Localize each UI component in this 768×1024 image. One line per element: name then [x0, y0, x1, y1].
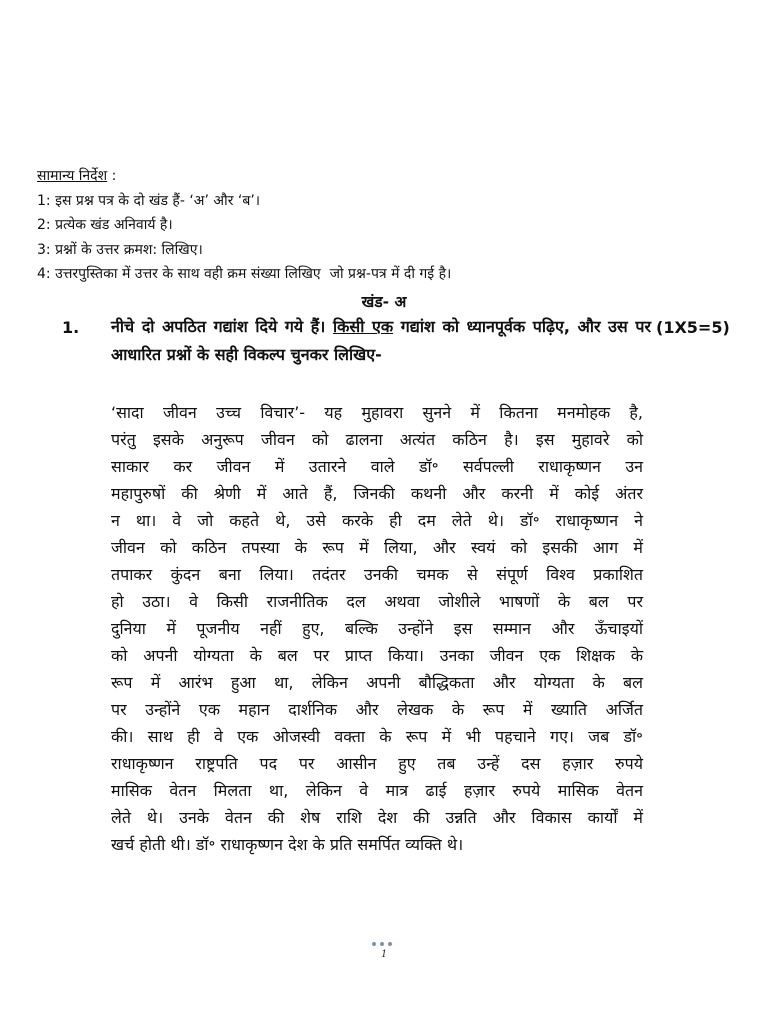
instructions-heading-text: सामान्य निर्देश	[37, 168, 108, 184]
instruction-item: 1: इस प्रश्न पत्र के दो खंड हैं- ‘अ’ और ‘ब’।	[37, 192, 261, 209]
passage-line: रूप में आरंभ हुआ था, लेकिन अपनी बौद्धिकता और योग्यता के बल	[111, 673, 643, 692]
passage-line: को अपनी योग्यता के बल पर प्राप्त किया। उनका जीवन एक शिक्षक के	[111, 646, 643, 665]
page-number: 1	[380, 949, 388, 960]
general-instructions	[37, 164, 757, 287]
passage-line: जीवन को कठिन तपस्या के रूप में लिया, और स्वयं को इसकी आग में	[111, 538, 643, 557]
instructions-heading-colon: :	[107, 168, 117, 184]
passage-line: पर उन्होंने एक महान दार्शनिक और लेखक के रूप में ख्याति अर्जित	[111, 700, 643, 719]
instruction-item: 2: प्रत्येक खंड अनिवार्य है।	[37, 217, 173, 233]
dot-icon	[388, 942, 392, 946]
passage-line: मासिक वेतन मिलता था, लेकिन वे मात्र ढाई हज़ार रुपये मासिक वेतन	[111, 781, 643, 800]
passage-line: परंतु इसके अनुरूप जीवन को ढालना अत्यंत कठिन है। इस मुहावरे को	[111, 430, 643, 449]
passage-line: न था। वे जो कहते थे, उसे करके ही दम लेते थे। डॉ॰ राधाकृष्णन ने	[111, 511, 643, 530]
passage-line: ‘सादा जीवन उच्च विचार’- यह मुहावरा सुनने में कितना मनमोहक है,	[111, 403, 643, 422]
question-number: 1.	[62, 318, 80, 337]
passage-line: हो उठा। वे किसी राजनीतिक दल अथवा जोशीले भाषणों के बल पर	[111, 592, 643, 611]
dot-icon	[380, 942, 384, 946]
passage-line: महापुरुषों की श्रेणी में आते हैं, जिनकी कथनी और करनी में कोई अंतर	[111, 484, 643, 503]
unseen-passage	[111, 399, 643, 858]
passage-line: लेते थे। उनके वेतन की शेष राशि देश की उन्नति और विकास कार्यों में	[111, 808, 643, 827]
section-title: खंड- अ	[361, 293, 407, 311]
passage-line: खर्च होती थी। डॉ॰ राधाकृष्णन देश के प्रति समर्पित व्यक्ति थे।	[111, 835, 464, 854]
question-prompt-part1: नीचे दो अपठित गद्यांश दिये गये हैं।	[111, 317, 333, 336]
passage-line: तपाकर कुंदन बना लिया। तदंतर उनकी चमक से संपूर्ण विश्व प्रकाशित	[111, 565, 643, 584]
passage-line: दुनिया में पूजनीय नहीं हुए, बल्कि उन्होंने इस सम्मान और ऊँचाइयों	[111, 619, 643, 638]
dot-icon	[372, 942, 376, 946]
question-prompt	[111, 313, 651, 369]
instruction-item: 3: प्रश्नों के उत्तर क्रमश: लिखिए।	[37, 241, 203, 258]
passage-line: की। साथ ही वे एक ओजस्वी वक्ता के रूप में भी पहचाने गए। जब डॉ॰	[111, 727, 643, 746]
question-prompt-part2: गद्यांश को ध्यानपूर्वक पढ़िए, और उस पर आधारित प्रश्नों के सही विकल्प चुनकर लिखिए-	[111, 317, 651, 364]
instructions-heading	[37, 164, 757, 189]
passage-line: राधाकृष्णन राष्ट्रपति पद पर आसीन हुए तब उन्हें दस हज़ार रुपये	[111, 754, 643, 773]
passage-line: साकार कर जीवन में उतारने वाले डॉ॰ सर्वपल्ली राधाकृष्णन उन	[111, 457, 643, 476]
question-marks: (1X5=5)	[656, 318, 730, 337]
instruction-item: 4: उत्तरपुस्तिका में उत्तर के साथ वही क्रम संख्या लिखिए जो प्रश्न-पत्र में दी गई है।	[37, 266, 452, 282]
question-prompt-underlined: किसी एक	[332, 317, 394, 336]
page-break-dots	[372, 942, 392, 946]
